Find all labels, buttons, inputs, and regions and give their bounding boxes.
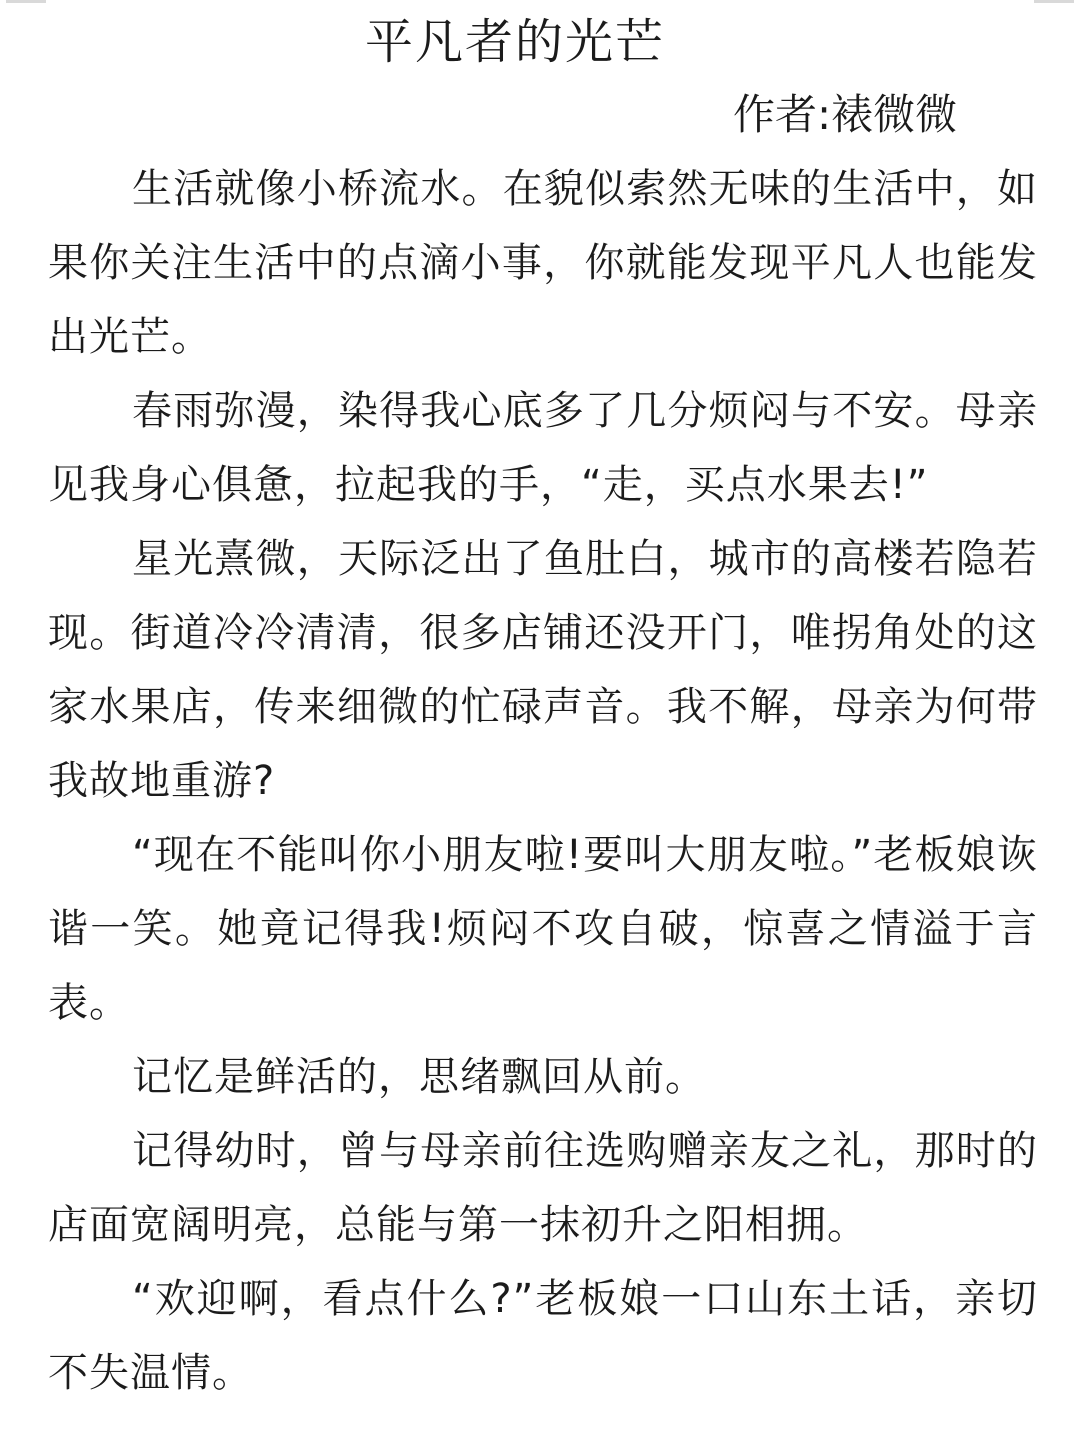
paragraph: 春雨弥漫，染得我心底多了几分烦闷与不安。母亲见我身心俱惫，拉起我的手，“走，买点水果去!” — [48, 388, 1038, 508]
author-line: 作者:裱微微 — [733, 90, 958, 139]
page-title: 平凡者的光芒 — [364, 14, 665, 70]
paragraph: 生活就像小桥流水。在貌似索然无味的生活中，如果你关注生活中的点滴小事，你就能发现平凡人也能发出光芒。 — [48, 166, 1038, 360]
paragraph: 记得幼时，曾与母亲前往选购赠亲友之礼，那时的店面宽阔明亮，总能与第一抹初升之阳相拥。 — [48, 1128, 1038, 1248]
paragraph: “欢迎啊，看点什么?”老板娘一口山东土话，亲切不失温情。 — [48, 1276, 1038, 1396]
article-body — [48, 152, 1038, 1410]
corner-mark-left — [6, 0, 46, 3]
paragraph: 星光熹微，天际泛出了鱼肚白，城市的高楼若隐若现。街道冷冷清清，很多店铺还没开门，唯拐角处的这家水果店，传来细微的忙碌声音。我不解，母亲为何带我故地重游? — [48, 536, 1038, 804]
paragraph: 记忆是鲜活的，思绪飘回从前。 — [132, 1054, 706, 1100]
paragraph: “现在不能叫你小朋友啦!要叫大朋友啦。”老板娘诙谐一笑。她竟记得我!烦闷不攻自破，惊喜之情溢于言表。 — [48, 832, 1038, 1026]
corner-mark-right — [1034, 0, 1074, 3]
